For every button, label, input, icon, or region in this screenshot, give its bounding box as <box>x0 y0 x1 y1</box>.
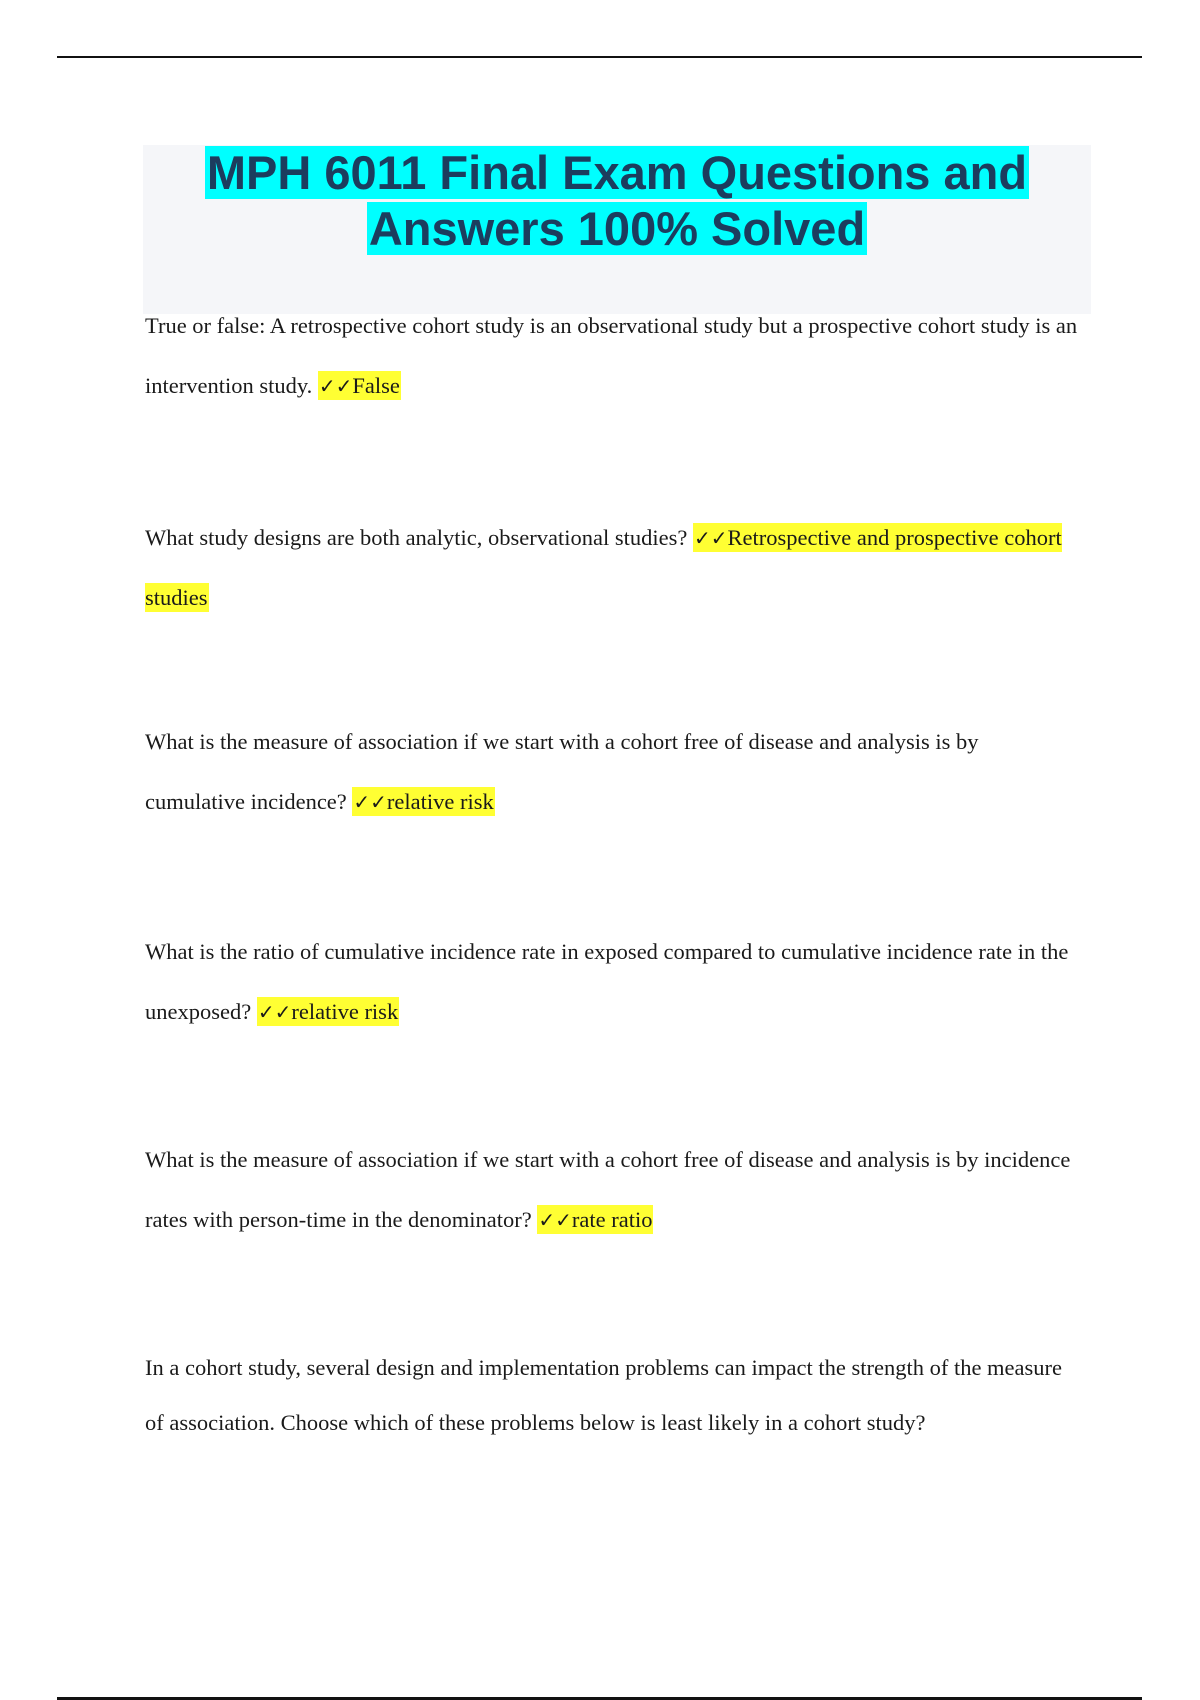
question-4: What is the ratio of cumulative incidence rate in exposed compared to cumulative incidence rate in the unexposed? <box>145 939 1069 1024</box>
answer-5-highlight <box>537 1205 653 1234</box>
check-icon: ✓✓ <box>257 1000 292 1024</box>
qa-item-2 <box>145 508 1080 628</box>
check-icon: ✓✓ <box>694 526 728 550</box>
title-line-1: MPH 6011 Final Exam Questions and <box>206 146 1028 199</box>
answer-1-highlight <box>318 371 401 400</box>
title-line-2: Answers 100% Solved <box>368 202 866 255</box>
qa-item-1 <box>145 296 1080 416</box>
check-icon: ✓✓ <box>318 374 353 398</box>
question-5: What is the measure of association if we start with a cohort free of disease and analysis is by incidence rates with person-time in the denominator? <box>145 1147 1071 1232</box>
question-3: What is the measure of association if we start with a cohort free of disease and analysis is by cumulative incidence? <box>145 729 979 814</box>
qa-item-3 <box>145 712 1080 832</box>
answer-4-highlight <box>257 997 399 1026</box>
top-rule <box>57 56 1142 58</box>
question-2: What study designs are both analytic, observational studies? <box>145 525 688 550</box>
answer-1: False <box>352 373 400 398</box>
page-title <box>143 145 1091 257</box>
title-box <box>143 145 1091 314</box>
check-icon: ✓✓ <box>538 1208 572 1232</box>
qa-item-4 <box>145 922 1080 1042</box>
answer-5: rate ratio <box>571 1207 653 1232</box>
question-6: In a cohort study, several design and implementation problems can impact the strength of the measure of association. Choose which of these problems below is least likely in a cohort study? <box>145 1355 1063 1435</box>
qa-item-6 <box>145 1340 1080 1450</box>
qa-item-5 <box>145 1130 1080 1250</box>
answer-4: relative risk <box>291 999 399 1024</box>
answer-2: Retrospective and prospective cohort studies <box>145 525 1062 610</box>
answer-3: relative risk <box>386 789 494 814</box>
answer-3-highlight <box>352 787 494 816</box>
question-1: True or false: A retrospective cohort study is an observational study but a prospective cohort study is an intervention study. <box>145 313 1078 398</box>
check-icon: ✓✓ <box>353 790 387 814</box>
